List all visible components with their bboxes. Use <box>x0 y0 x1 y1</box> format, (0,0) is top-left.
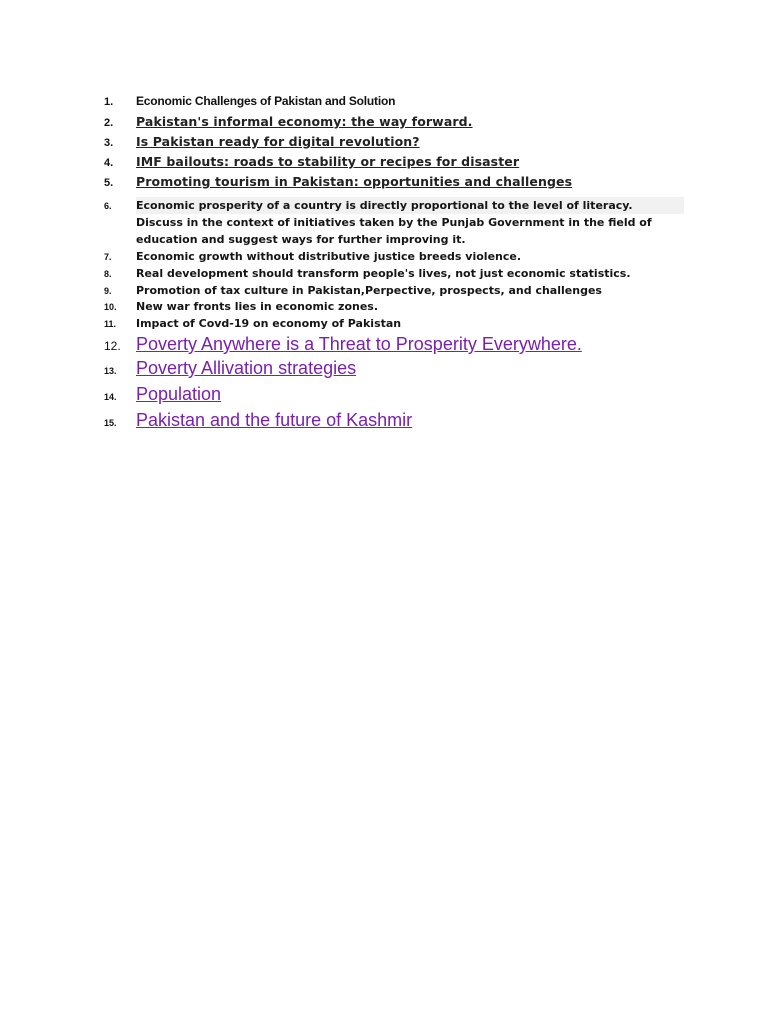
item-number: 13. <box>104 366 117 376</box>
list-item <box>104 298 684 315</box>
item-text: New war fronts lies in economic zones. <box>136 300 379 313</box>
list-item <box>104 384 684 405</box>
item-number: 3. <box>104 137 114 149</box>
list-item <box>104 248 684 265</box>
item-link[interactable]: Pakistan and the future of Kashmir <box>136 410 413 430</box>
item-text: Economic growth without distributive justice breeds violence. <box>136 250 522 263</box>
item-text: IMF bailouts: roads to stability or recipes for disaster <box>136 154 520 169</box>
list-item <box>104 154 684 169</box>
list-item <box>104 410 684 431</box>
item-link[interactable]: Poverty Allivation strategies <box>136 358 357 378</box>
item-number: 4. <box>104 157 114 169</box>
list-item <box>104 334 684 355</box>
item-text: Economic Challenges of Pakistan and Solution <box>136 94 396 108</box>
list-item <box>104 282 684 299</box>
item-text-line: Economic prosperity of a country is directly proportional to the level of literacy. <box>136 197 684 214</box>
item-number: 10. <box>104 302 117 312</box>
list-item <box>104 174 684 189</box>
item-text: Impact of Covd-19 on economy of Pakistan <box>136 317 402 330</box>
item-number: 15. <box>104 418 117 428</box>
item-text-line: Discuss in the context of initiatives taken by the Punjab Government in the field of <box>136 216 652 229</box>
item-text: Pakistan's informal economy: the way forward. <box>136 114 473 129</box>
list-item <box>104 134 684 149</box>
list-item <box>104 315 684 332</box>
item-link[interactable]: Population <box>136 384 222 404</box>
item-number: 12. <box>104 339 121 353</box>
item-number: 8. <box>104 269 112 279</box>
item-number: 11. <box>104 319 117 329</box>
list-item <box>104 114 684 129</box>
item-text-block <box>136 197 684 248</box>
list-item <box>104 197 684 248</box>
list-item <box>104 358 684 379</box>
item-number: 2. <box>104 117 114 129</box>
list-item <box>104 265 684 282</box>
item-text: Real development should transform people's lives, not just economic statistics. <box>136 267 631 280</box>
item-number: 14. <box>104 392 117 402</box>
item-text: Promoting tourism in Pakistan: opportunities and challenges <box>136 174 573 189</box>
item-link[interactable]: Poverty Anywhere is a Threat to Prosperity Everywhere. <box>136 334 582 354</box>
item-number: 5. <box>104 177 114 189</box>
item-number: 6. <box>104 201 112 211</box>
item-number: 1. <box>104 96 114 108</box>
item-number: 9. <box>104 286 112 296</box>
item-text: Promotion of tax culture in Pakistan,Perpective, prospects, and challenges <box>136 284 602 297</box>
item-text-line: education and suggest ways for further improving it. <box>136 233 466 246</box>
item-number: 7. <box>104 252 112 262</box>
item-text: Is Pakistan ready for digital revolution? <box>136 134 420 149</box>
list-item <box>104 94 684 108</box>
